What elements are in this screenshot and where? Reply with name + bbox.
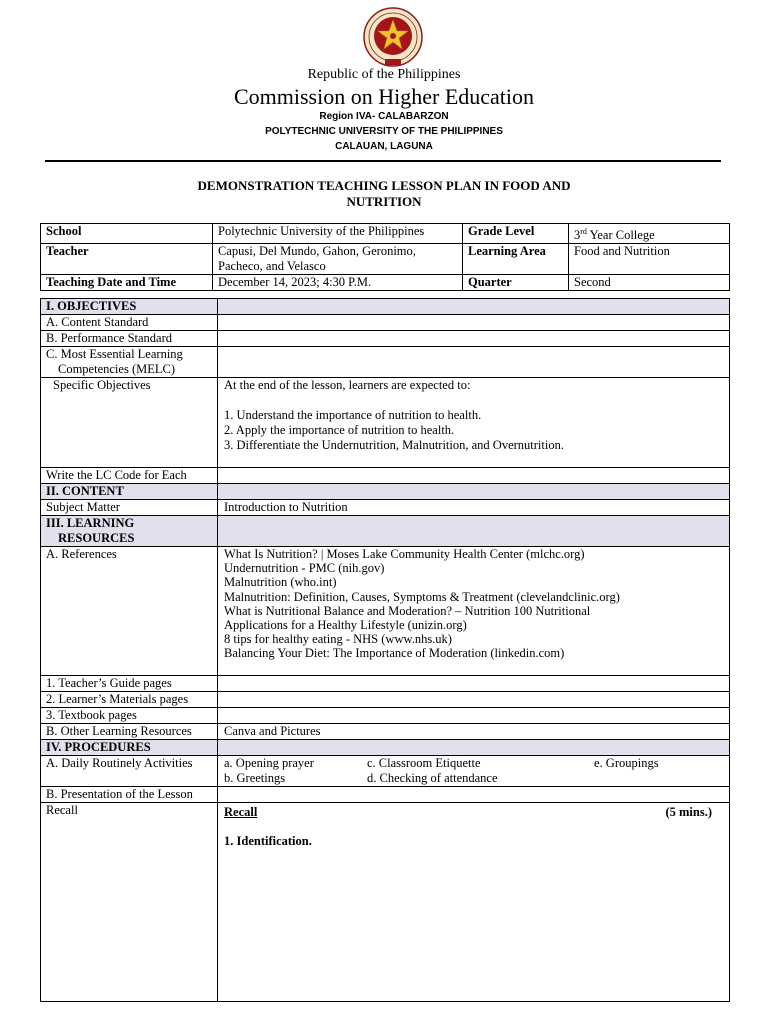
- table-row: [41, 315, 730, 331]
- lesson-info-table: [40, 223, 730, 291]
- lc-code-label: Write the LC Code for Each: [41, 468, 218, 484]
- header-divider: [45, 160, 721, 162]
- table-row: [41, 676, 730, 692]
- table-row: [41, 787, 730, 803]
- table-row: [41, 724, 730, 740]
- presentation-label: B. Presentation of the Lesson: [41, 787, 218, 803]
- table-row: [41, 331, 730, 347]
- location-heading: CALAUAN, LAGUNA: [335, 141, 433, 152]
- recall-content: [218, 803, 730, 1002]
- region-heading: Region IVA- CALABARZON: [319, 111, 449, 122]
- performance-standard-label: B. Performance Standard: [41, 331, 218, 347]
- table-row: [41, 516, 730, 547]
- learning-area-value: Food and Nutrition: [569, 244, 730, 275]
- quarter-label: Quarter: [463, 275, 569, 291]
- table-row: [41, 378, 730, 468]
- teaching-date-label: Teaching Date and Time: [41, 275, 213, 291]
- table-row: [41, 500, 730, 516]
- recall-time: (5 mins.): [665, 805, 712, 819]
- specific-objectives-label: Specific Objectives: [41, 378, 218, 468]
- teacher-value: Capusi, Del Mundo, Gahon, Geronimo, Pacheco, and Velasco: [213, 244, 463, 275]
- teaching-date-value: December 14, 2023; 4:30 P.M.: [213, 275, 463, 291]
- lesson-plan-title: DEMONSTRATION TEACHING LESSON PLAN IN FOOD AND NUTRITION: [197, 178, 571, 209]
- table-row: [41, 244, 730, 275]
- table-row: [41, 275, 730, 291]
- procedures-heading: IV. PROCEDURES: [41, 740, 218, 756]
- table-row: [41, 740, 730, 756]
- table-row: [41, 803, 730, 1002]
- table-row: [41, 692, 730, 708]
- grade-level-label: Grade Level: [463, 224, 569, 244]
- content-standard-label: A. Content Standard: [41, 315, 218, 331]
- school-value: Polytechnic University of the Philippines: [213, 224, 463, 244]
- grade-level-value: 3rd Year College: [569, 224, 730, 244]
- learning-resources-heading: III. LEARNING RESOURCES: [41, 516, 218, 547]
- table-row: [41, 299, 730, 315]
- lesson-plan-table: [40, 298, 730, 1002]
- learning-area-label: Learning Area: [463, 244, 569, 275]
- daily-activities-list: a. Opening prayer c. Classroom Etiquette e. Groupings b. Greetings d. Checking of attendance: [218, 756, 730, 787]
- republic-heading: Republic of the Philippines: [307, 67, 461, 82]
- other-resources-label: B. Other Learning Resources: [41, 724, 218, 740]
- university-seal-icon: [357, 6, 429, 68]
- references-list: What Is Nutrition? | Moses Lake Community Health Center (mlchc.org) Undernutrition - PMC (nih.gov) Malnutrition (who.int) Malnutrition: Definition, Causes, Symptoms & Treatment (clevelandclinic.org) What is Nutritional Balance and Moderation? – Nutrition 100 Nutritional Applications for a Healthy Lifestyle (unizin.org) 8 tips for healthy eating - NHS (www.nhs.uk) Balancing Your Diet: The Importance of Moderation (linkedin.com): [218, 547, 730, 676]
- other-resources-value: Canva and Pictures: [218, 724, 730, 740]
- subject-matter-label: Subject Matter: [41, 500, 218, 516]
- table-row: [41, 756, 730, 787]
- table-row: [41, 347, 730, 378]
- textbook-label: 3. Textbook pages: [41, 708, 218, 724]
- school-label: School: [41, 224, 213, 244]
- subject-matter-value: Introduction to Nutrition: [218, 500, 730, 516]
- teachers-guide-label: 1. Teacher’s Guide pages: [41, 676, 218, 692]
- table-row: [41, 468, 730, 484]
- daily-activities-label: A. Daily Routinely Activities: [41, 756, 218, 787]
- recall-label: Recall: [41, 803, 218, 1002]
- objectives-heading: I. OBJECTIVES: [41, 299, 218, 315]
- content-heading: II. CONTENT: [41, 484, 218, 500]
- table-row: [41, 708, 730, 724]
- melc-label: C. Most Essential Learning Competencies (MELC): [41, 347, 218, 378]
- specific-objectives-content: At the end of the lesson, learners are expected to: 1. Understand the importance of nutrition to health. 2. Apply the importance of nutrition to health. 3. Differentiate the Undernutrition, Malnutrition, and Overnutrition.: [218, 378, 730, 468]
- teacher-label: Teacher: [41, 244, 213, 275]
- references-label: A. References: [41, 547, 218, 676]
- identification-heading: 1. Identification.: [224, 834, 312, 848]
- learners-materials-label: 2. Learner’s Materials pages: [41, 692, 218, 708]
- table-row: [41, 484, 730, 500]
- ched-heading: Commission on Higher Education: [233, 84, 535, 109]
- table-row: [41, 547, 730, 676]
- quarter-value: Second: [569, 275, 730, 291]
- university-heading: POLYTECHNIC UNIVERSITY OF THE PHILIPPINES: [265, 126, 503, 137]
- recall-heading: Recall: [224, 805, 258, 819]
- table-row: [41, 224, 730, 244]
